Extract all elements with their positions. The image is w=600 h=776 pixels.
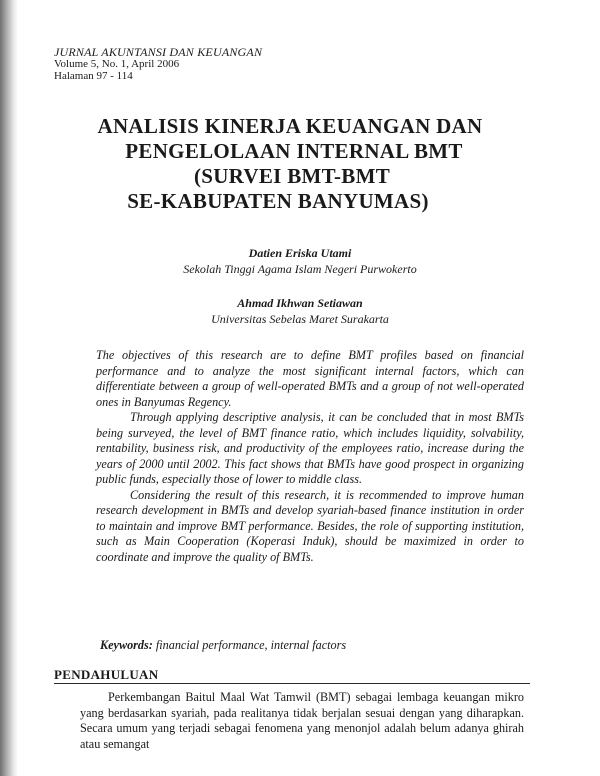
body-text — [80, 690, 524, 752]
abstract — [96, 348, 524, 565]
paper-title — [40, 114, 540, 214]
author-institution-1: Sekolah Tinggi Agama Islam Negeri Purwokerto — [183, 262, 417, 276]
page-edge-shadow — [0, 0, 18, 776]
title-line-4: SE-KABUPATEN BANYUMAS) — [127, 189, 429, 213]
title-line-3: (SURVEI BMT-BMT — [193, 164, 391, 188]
journal-name: JURNAL AKUNTANSI DAN KEUANGAN — [54, 45, 263, 59]
keywords-label: Keywords: — [100, 638, 153, 652]
author-institution-2: Universitas Sebelas Maret Surakarta — [211, 312, 389, 326]
author-block-1 — [100, 245, 500, 277]
keywords-text: financial performance, internal factors — [152, 638, 347, 652]
section-divider — [54, 683, 530, 684]
journal-volume: Volume 5, No. 1, April 2006 — [54, 58, 180, 70]
title-line-1: ANALISIS KINERJA KEUANGAN DAN — [97, 114, 483, 138]
author-block-2 — [100, 295, 500, 327]
abstract-paragraph-1: The objectives of this research are to define BMT profiles based on financial performance and to analyze the most significant internal factors, which can differentiate between a group of well-operated BMTs and a group of not well-operated ones in Banyumas Regency. — [96, 348, 524, 409]
author-name-1: Datien Eriska Utami — [248, 246, 352, 260]
abstract-paragraph-3: Considering the result of this research, it is recommended to improve human research development in BMTs and develop syariah-based finance institution in order to maintain and improve BMT performance. Besides, the role of supporting institution, such as Main Cooperation (Koperasi Induk), should be maximized in order to coordinate and improve the quality of BMTs. — [96, 487, 524, 564]
abstract-paragraph-2: Through applying descriptive analysis, it can be concluded that in most BMTs being surveyed, the level of BMT finance ratio, which includes liquidity, solvability, rentability, business risk, and productivity of the employees ratio, increase during the years of 2000 until 2002. This fact shows that BMTs have good prospect in organizing public funds, especially those of lower to middle class. — [96, 410, 524, 486]
title-line-2: PENGELOLAAN INTERNAL BMT — [125, 139, 463, 163]
keywords — [100, 638, 346, 653]
journal-pages: Halaman 97 - 114 — [54, 70, 133, 82]
author-name-2: Ahmad Ikhwan Setiawan — [237, 296, 363, 310]
body-paragraph: Perkembangan Baitul Maal Wat Tamwil (BMT) sebagai lembaga keuangan mikro yang berdasarkan syariah, pada realitanya tidak berjalan sesuai dengan yang diharapkan. Secara umum yang terjadi sebagai fenomena yang menonjol adalah belum adanya ghirah atau semangat — [80, 690, 524, 751]
journal-header — [54, 46, 262, 82]
section-heading: PENDAHULUAN — [54, 667, 159, 682]
